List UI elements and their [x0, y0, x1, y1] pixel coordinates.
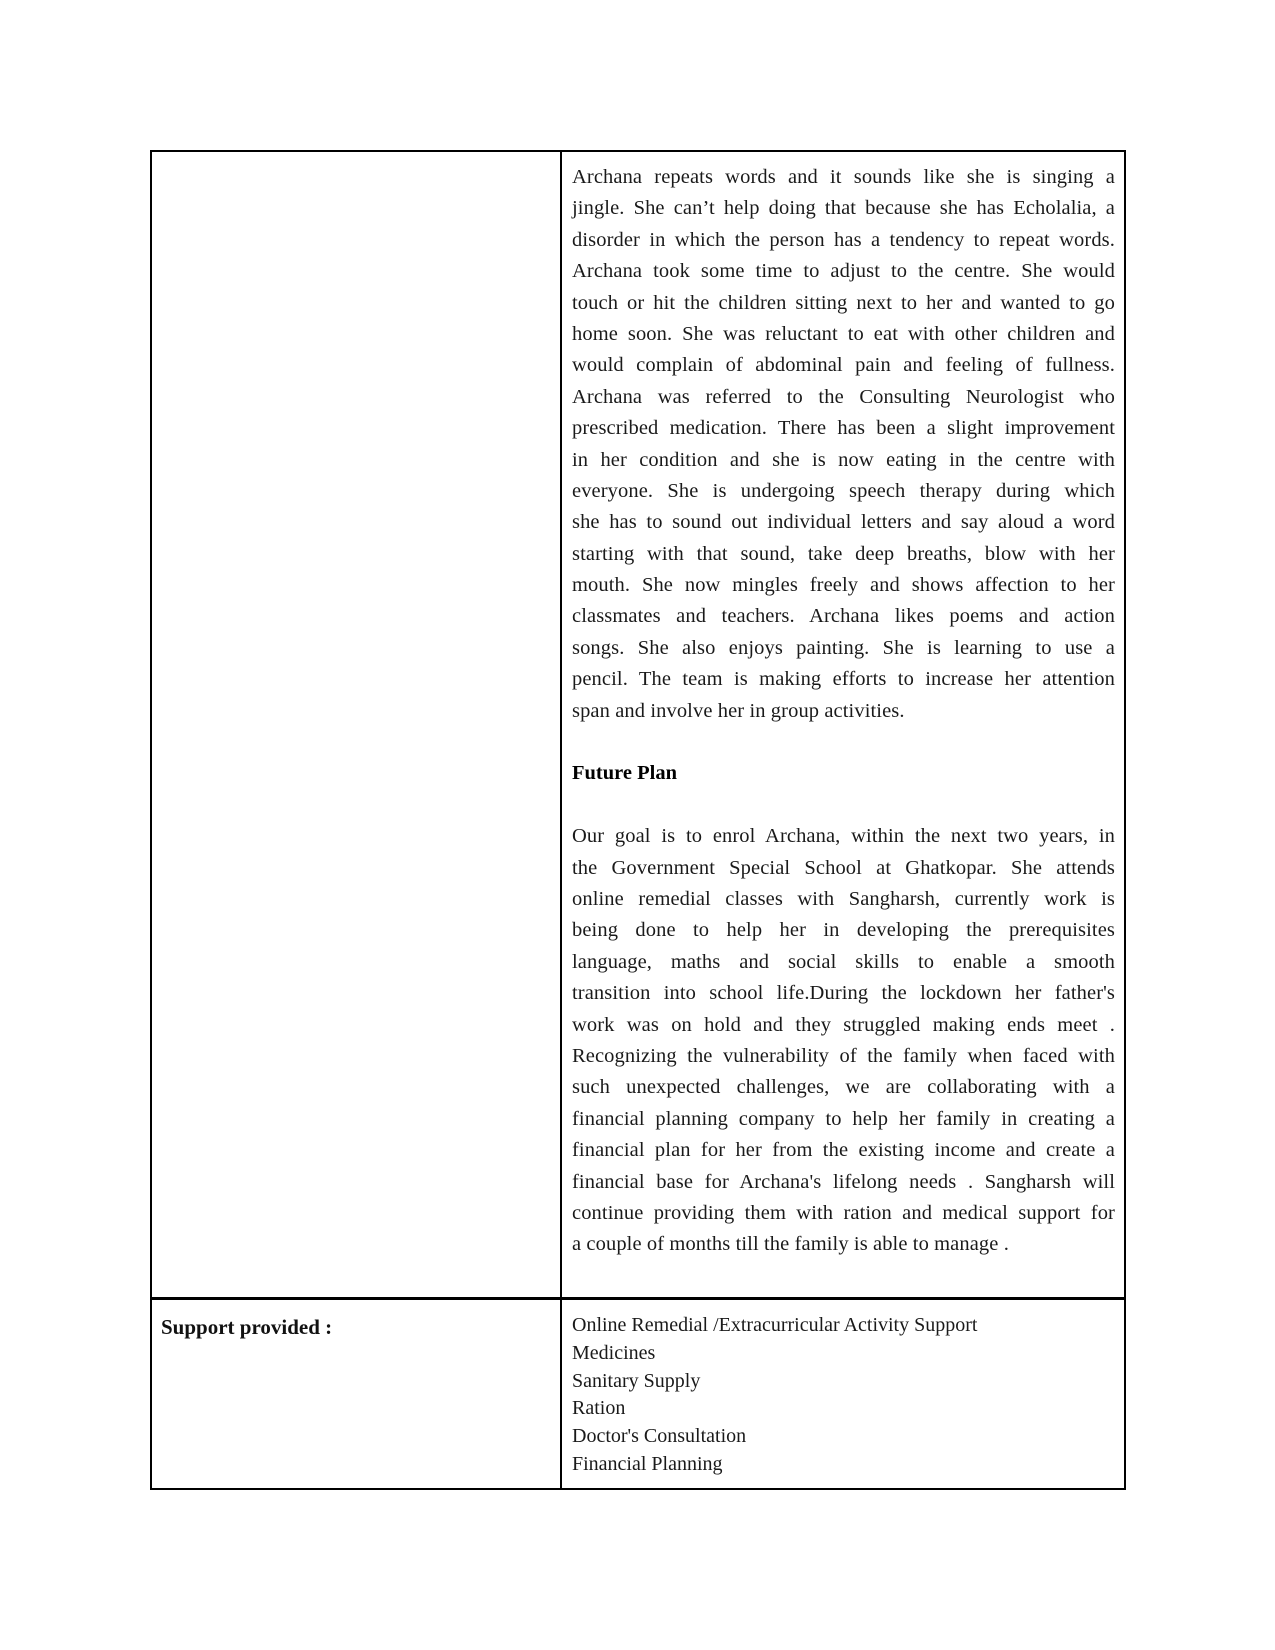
- row-divider: [152, 1297, 1124, 1300]
- support-item: Medicines: [572, 1341, 656, 1364]
- text-line: the Government Special School at Ghatkopar. She attends: [572, 856, 1115, 879]
- text-line: home soon. She was reluctant to eat with other children and: [572, 322, 1115, 345]
- case-narrative: [572, 162, 1115, 1261]
- support-item: Sanitary Supply: [572, 1369, 701, 1392]
- spacer: [572, 790, 1115, 821]
- support-item: Financial Planning: [572, 1452, 723, 1475]
- text-line: Our goal is to enrol Archana, within the next two years, in: [572, 825, 1115, 848]
- column-divider: [560, 152, 562, 1488]
- text-line: starting with that sound, take deep breaths, blow with her: [572, 542, 1115, 565]
- text-line: jingle. She can’t help doing that because she has Echolalia, a: [572, 197, 1115, 220]
- text-line: work was on hold and they struggled making ends meet .: [572, 1013, 1115, 1036]
- text-line: Archana repeats words and it sounds like she is singing a: [572, 166, 1115, 188]
- text-line: pencil. The team is making efforts to increase her attention: [572, 668, 1115, 691]
- text-line: financial planning company to help her family in creating a: [572, 1107, 1115, 1130]
- text-line: online remedial classes with Sangharsh, currently work is: [572, 887, 1115, 910]
- text-line: language, maths and social skills to enable a smooth: [572, 950, 1115, 973]
- paragraph-future-plan: [572, 821, 1115, 1260]
- text-line: everyone. She is undergoing speech therapy during which: [572, 479, 1115, 502]
- paragraph-progress: [572, 162, 1115, 727]
- text-line: financial plan for her from the existing income and create a: [572, 1139, 1115, 1162]
- text-line: touch or hit the children sitting next to her and wanted to go: [572, 291, 1115, 314]
- support-list: [572, 1312, 1112, 1479]
- support-provided-label: Support provided :: [161, 1315, 333, 1339]
- text-line: a couple of months till the family is able to manage .: [572, 1233, 1009, 1256]
- case-table: [150, 150, 1126, 1490]
- text-line: prescribed medication. There has been a slight improvement: [572, 417, 1115, 440]
- text-line: would complain of abdominal pain and feeling of fullness.: [572, 354, 1115, 377]
- support-item: Online Remedial /Extracurricular Activity Support: [572, 1314, 978, 1336]
- spacer: [572, 727, 1115, 758]
- support-item: Ration: [572, 1397, 626, 1420]
- text-line: disorder in which the person has a tendency to repeat words.: [572, 228, 1115, 251]
- text-line: Archana took some time to adjust to the centre. She would: [572, 260, 1115, 283]
- text-line: in her condition and she is now eating in the centre with: [572, 448, 1115, 471]
- text-line: she has to sound out individual letters and say aloud a word: [572, 511, 1115, 534]
- text-line: being done to help her in developing the prerequisites: [572, 919, 1115, 942]
- text-line: songs. She also enjoys painting. She is learning to use a: [572, 636, 1115, 659]
- text-line: transition into school life.During the lockdown her father's: [572, 982, 1115, 1005]
- text-line: continue providing them with ration and medical support for: [572, 1201, 1115, 1224]
- text-line: classmates and teachers. Archana likes poems and action: [572, 605, 1115, 628]
- support-item: Doctor's Consultation: [572, 1425, 747, 1448]
- text-line: mouth. She now mingles freely and shows affection to her: [572, 574, 1115, 597]
- text-line: such unexpected challenges, we are collaborating with a: [572, 1076, 1115, 1099]
- text-line: Archana was referred to the Consulting Neurologist who: [572, 385, 1115, 408]
- future-plan-heading: Future Plan: [572, 762, 677, 785]
- text-line: span and involve her in group activities.: [572, 699, 905, 722]
- text-line: Recognizing the vulnerability of the family when faced with: [572, 1044, 1115, 1067]
- text-line: financial base for Archana's lifelong needs . Sangharsh will: [572, 1170, 1115, 1193]
